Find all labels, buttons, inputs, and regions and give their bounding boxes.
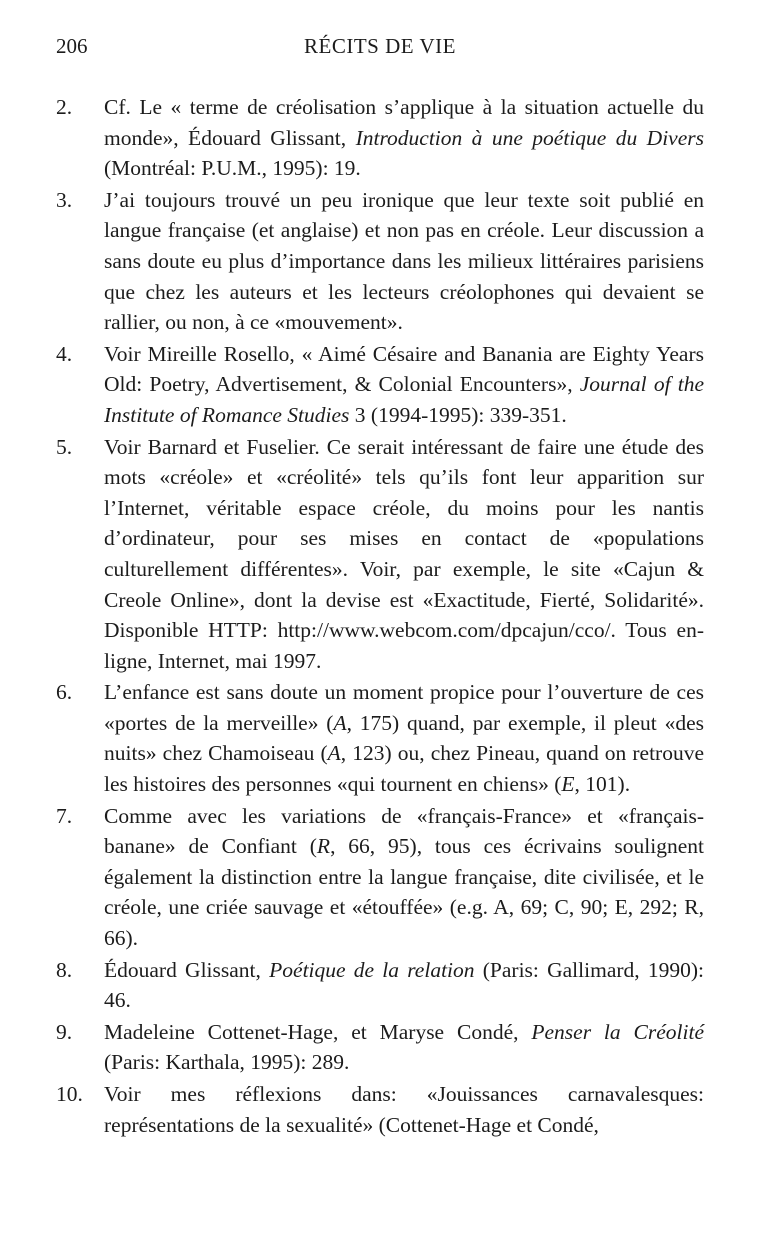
endnote-text-run: 3 (1994-1995): 339-351. [349, 402, 567, 427]
endnote-text-run: Voir Mireille Rosello, « Aimé Césaire and Banania are Eighty Years Old: Poetry, Advertisement, & Colonial Encounters», [104, 341, 704, 397]
endnote-title-italic: R [316, 834, 331, 859]
endnote-number: 4. [56, 341, 73, 366]
endnote [56, 955, 704, 1016]
endnote-title-italic: A [333, 710, 347, 735]
endnote-text-run: Voir mes réflexions dans: «Jouissances carnavalesques: représentations de la sexualité» (Cottenet-Hage et Condé, [104, 1082, 704, 1137]
endnote-title-italic: A [327, 741, 341, 766]
page-number: 206 [56, 34, 88, 58]
endnote-text-run: Madeleine Cottenet-Hage, et Maryse Condé, [104, 1019, 532, 1044]
endnote-number: 6. [56, 680, 73, 705]
endnote [56, 432, 704, 677]
endnote-text-run: (Paris: Karthala, 1995): 289. [104, 1050, 350, 1075]
endnote-number: 2. [56, 95, 73, 119]
endnote-text [104, 185, 704, 338]
endnotes-list [56, 92, 704, 1141]
endnote [56, 92, 704, 184]
endnote-number: 9. [56, 1019, 73, 1044]
endnote [56, 339, 704, 431]
endnote [56, 1079, 704, 1140]
endnote-text-run: L’enfance est sans doute un moment propice pour l’ouverture de ces «portes de la merveille» ( [104, 680, 704, 735]
endnote-text-run: , 175) quand, par exemple, il pleut «des nuits» chez Chamoiseau ( [104, 710, 704, 766]
page-header [56, 34, 704, 64]
endnote-text [104, 92, 704, 184]
endnote-text-run: , 101). [574, 772, 631, 797]
endnote-text [104, 1079, 704, 1140]
endnote-title-italic: E [561, 772, 575, 797]
endnote-text-run: (Montréal: P.U.M., 1995): 19. [104, 156, 361, 181]
endnote-text-run: (Paris: Gallimard, 1990): 46. [104, 957, 705, 1013]
endnote-text [104, 1017, 704, 1078]
endnote-title-italic: Journal of the Institute of Romance Studies [104, 372, 704, 427]
endnote-text [104, 677, 704, 799]
endnote-text [104, 432, 704, 677]
endnote [56, 1017, 704, 1078]
endnote [56, 677, 704, 799]
endnote-text-run: , 66, 95), tous ces écrivains soulignent également la distinction entre la langue française, dite civilisée, et le créole, une criée sauvage et «étouffée» (e.g. A, 69; C, 90; E, 292; R, 66). [104, 834, 704, 951]
endnote-text-run: J’ai toujours trouvé un peu ironique que leur texte soit publié en langue française (et anglaise) et non pas en créole. Leur discussion a sans doute eu plus d’importance dans les milieux littéraires parisiens que chez les auteurs et les lecteurs créolophones qui devaient se rallier, ou non, à ce «mouvement». [104, 187, 704, 335]
endnote-title-italic: Penser la Créolité [531, 1019, 704, 1044]
endnote-title-italic: Poétique de la relation [269, 957, 475, 982]
endnote-text-run: , 123) ou, chez Pineau, quand on retrouve les histoires des personnes «qui tournent en chiens» ( [104, 741, 704, 797]
endnote-text-run: Édouard Glissant, [104, 957, 270, 982]
endnote-title-italic: Introduction à une poétique du Divers [355, 125, 704, 150]
endnote-text-run: Cf. Le « terme de créolisation s’applique à la situation actuelle du monde», Édouard Glissant, [104, 95, 704, 150]
endnote [56, 185, 704, 338]
endnote-text [104, 801, 704, 954]
endnote-number: 8. [56, 957, 73, 982]
endnote-text-run: Comme avec les variations de «français-France» et «français-banane» de Confiant ( [104, 803, 704, 859]
endnote-text-run: Voir Barnard et Fuselier. Ce serait intéressant de faire une étude des mots «créole» et «créolité» tels qu’ils font leur apparition sur l’Internet, véritable espace créole, du moins pour les nantis d’ordinateur, pour ses mises en contact de «populations culturellement différentes». Voir, par exemple, le site «Cajun & Creole Online», dont la devise est «Exactitude, Fierté, Solidarité». Disponible HTTP: http://www.webcom.com/dpcajun/cco/. Tous en-ligne, Internet, mai 1997. [104, 434, 704, 673]
endnote-number: 5. [56, 434, 73, 459]
endnote-number: 7. [56, 803, 73, 828]
endnote [56, 801, 704, 954]
endnote-number: 10. [56, 1082, 83, 1106]
endnote-text [104, 955, 704, 1016]
endnote-number: 3. [56, 187, 73, 212]
endnote-text [104, 339, 704, 431]
running-title: RÉCITS DE VIE [304, 34, 456, 58]
